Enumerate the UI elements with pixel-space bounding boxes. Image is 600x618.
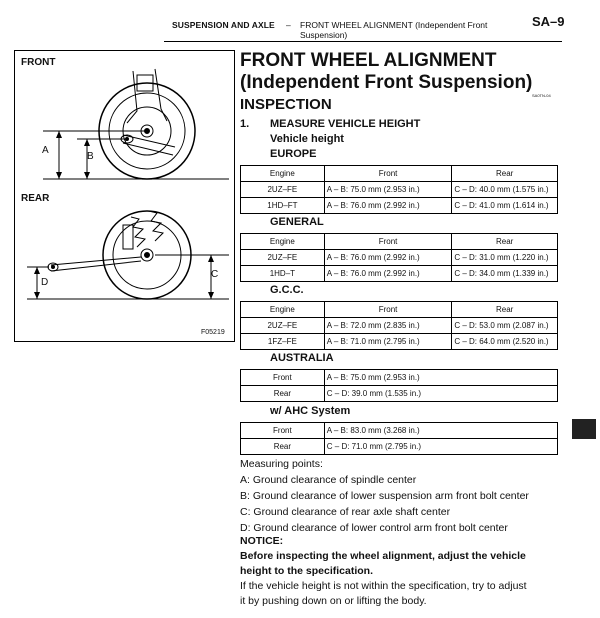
table-row [241, 439, 558, 455]
col-front: Front [324, 302, 452, 318]
table-row [241, 182, 558, 198]
table-row [241, 266, 558, 282]
dim-d-label: D [41, 277, 49, 288]
header-subtitle-line1: FRONT WHEEL ALIGNMENT (Independent Front [300, 20, 488, 30]
measuring-point-c: C: Ground clearance of rear axle shaft center [240, 506, 451, 518]
front-cell: A – B: 75.0 mm (2.953 in.) [324, 182, 452, 198]
rear-label: REAR [21, 193, 50, 204]
title-code: SA0TN-04 [532, 93, 551, 98]
header-subtitle-line2: Suspension) [300, 30, 348, 40]
rear-cell: C – D: 40.0 mm (1.575 in.) [452, 182, 558, 198]
figure-code: F05219 [201, 329, 225, 336]
col-engine: Engine [241, 302, 325, 318]
spec-table-gcc [240, 301, 558, 350]
notice-bold-line1: Before inspecting the wheel alignment, adjust the vehicle [240, 550, 526, 562]
vehicle-height-figure [14, 50, 235, 342]
dim-c-label: C [211, 269, 219, 280]
engine-cell: 1HD–T [241, 266, 325, 282]
notice-bold-line2: height to the specification. [240, 565, 374, 577]
dim-b-label: B [87, 151, 94, 162]
engine-cell: 2UZ–FE [241, 318, 325, 334]
col-engine: Engine [241, 234, 325, 250]
table-row [241, 198, 558, 214]
vehicle-height-heading: Vehicle height [270, 133, 344, 145]
step-title: MEASURE VEHICLE HEIGHT [270, 118, 421, 130]
measuring-point-a: A: Ground clearance of spindle center [240, 474, 417, 486]
measuring-points-heading: Measuring points: [240, 458, 323, 470]
measuring-point-b: B: Ground clearance of lower suspension arm front bolt center [240, 490, 529, 502]
spec-table-general [240, 233, 558, 282]
engine-cell: 1FZ–FE [241, 334, 325, 350]
front-cell: A – B: 76.0 mm (2.992 in.) [324, 198, 452, 214]
front-cell: A – B: 76.0 mm (2.992 in.) [324, 250, 452, 266]
dim-a-label: A [42, 145, 49, 156]
notice-line1: If the vehicle height is not within the specification, try to adjust [240, 580, 527, 592]
front-cell: A – B: 76.0 mm (2.992 in.) [324, 266, 452, 282]
page-title-line2: (Independent Front Suspension) [240, 72, 533, 93]
table-header-row [241, 302, 558, 318]
spec-table-europe [240, 165, 558, 214]
rear-cell: C – D: 34.0 mm (1.339 in.) [452, 266, 558, 282]
engine-cell: 2UZ–FE [241, 182, 325, 198]
table-row [241, 370, 558, 386]
axle-cell: Rear [241, 386, 325, 402]
value-cell: A – B: 75.0 mm (2.953 in.) [324, 370, 557, 386]
page-title: FRONT WHEEL ALIGNMENT [240, 50, 497, 71]
notice-heading: NOTICE: [240, 535, 284, 547]
table-row [241, 334, 558, 350]
region-europe: EUROPE [270, 148, 317, 160]
table-row [241, 318, 558, 334]
header-rule [164, 41, 562, 42]
notice-line2: it by pushing down on or lifting the body. [240, 595, 427, 607]
axle-cell: Front [241, 423, 325, 439]
spec-table-ahc [240, 422, 558, 455]
inspection-heading: INSPECTION [240, 96, 332, 113]
axle-cell: Rear [241, 439, 325, 455]
front-cell: A – B: 71.0 mm (2.795 in.) [324, 334, 452, 350]
table-row [241, 250, 558, 266]
region-gcc: G.C.C. [270, 284, 304, 296]
table-header-row [241, 234, 558, 250]
region-general: GENERAL [270, 216, 324, 228]
table-header-row [241, 166, 558, 182]
section-tab-marker [572, 419, 596, 439]
col-rear: Rear [452, 234, 558, 250]
col-front: Front [324, 166, 452, 182]
table-row [241, 423, 558, 439]
rear-cell: C – D: 41.0 mm (1.614 in.) [452, 198, 558, 214]
engine-cell: 1HD–FT [241, 198, 325, 214]
value-cell: C – D: 39.0 mm (1.535 in.) [324, 386, 557, 402]
rear-cell: C – D: 31.0 mm (1.220 in.) [452, 250, 558, 266]
col-front: Front [324, 234, 452, 250]
region-ahc: w/ AHC System [270, 405, 351, 417]
front-cell: A – B: 72.0 mm (2.835 in.) [324, 318, 452, 334]
header-dash: – [286, 20, 291, 30]
axle-cell: Front [241, 370, 325, 386]
page-number: SA–9 [532, 14, 565, 29]
col-engine: Engine [241, 166, 325, 182]
value-cell: A – B: 83.0 mm (3.268 in.) [324, 423, 557, 439]
rear-cell: C – D: 53.0 mm (2.087 in.) [452, 318, 558, 334]
col-rear: Rear [452, 166, 558, 182]
engine-cell: 2UZ–FE [241, 250, 325, 266]
spec-table-australia [240, 369, 558, 402]
col-rear: Rear [452, 302, 558, 318]
table-row [241, 386, 558, 402]
page-header [0, 0, 600, 46]
region-australia: AUSTRALIA [270, 352, 334, 364]
value-cell: C – D: 71.0 mm (2.795 in.) [324, 439, 557, 455]
front-label: FRONT [21, 57, 56, 68]
section-name: SUSPENSION AND AXLE [172, 20, 275, 30]
measuring-point-d: D: Ground clearance of lower control arm front bolt center [240, 522, 508, 534]
rear-cell: C – D: 64.0 mm (2.520 in.) [452, 334, 558, 350]
step-number: 1. [240, 118, 250, 130]
